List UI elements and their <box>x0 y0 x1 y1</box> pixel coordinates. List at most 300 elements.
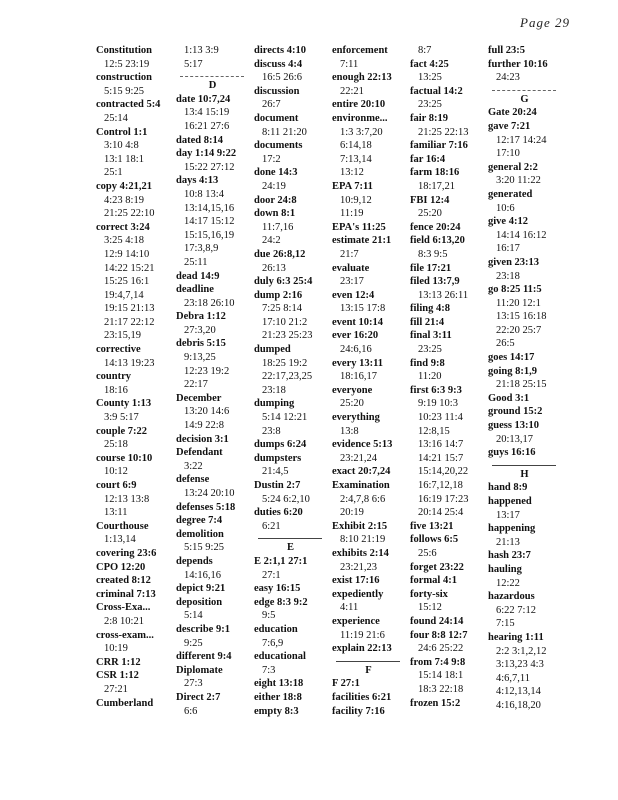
index-term: different 9:4 <box>176 651 232 663</box>
index-term: EPA 7:11 <box>332 180 373 192</box>
page-line-refs: 15:14 18:1 <box>418 670 464 682</box>
page-line-refs: 14:16,16 <box>184 569 222 581</box>
page-line-refs: 3:20 11:22 <box>496 175 541 187</box>
page-line-refs: 19:15 21:13 <box>104 303 155 315</box>
index-term: hash 23:7 <box>488 550 531 562</box>
index-term: final 3:11 <box>410 330 452 342</box>
index-term: familiar 7:16 <box>410 140 468 152</box>
page-line-refs: 14:22 15:21 <box>104 262 155 274</box>
page-line-refs: 17:2 <box>262 153 281 165</box>
page-line-refs: 21:4,5 <box>262 466 289 478</box>
page-line-refs: 23:18 <box>496 270 520 282</box>
page-line-refs: 10:19 <box>104 643 128 655</box>
page-line-refs: 6:6 <box>184 705 198 717</box>
page-line-refs: 16:19 17:23 <box>418 493 469 505</box>
index-term: depends <box>176 555 213 567</box>
page-line-refs: 10:6 <box>496 202 515 214</box>
index-term: fact 4:25 <box>410 58 449 70</box>
index-term: days 4:13 <box>176 175 219 187</box>
page-line-refs: 5:15 9:25 <box>104 85 144 97</box>
page-line-refs: 26:7 <box>262 99 281 111</box>
page-line-refs: 13:13 26:11 <box>418 289 469 301</box>
index-term: duties 6:20 <box>254 507 303 519</box>
index-term: enforcement <box>332 45 388 56</box>
index-term: explain 22:13 <box>332 643 392 655</box>
page-line-refs: 24:2 <box>262 235 281 247</box>
index-term: Direct 2:7 <box>176 691 221 703</box>
page-line-refs: 16:21 27:6 <box>184 120 230 132</box>
page-line-refs: 18:3 22:18 <box>418 683 464 695</box>
index-term: gave 7:21 <box>488 120 531 132</box>
page-line-refs: 23:15,19 <box>104 330 142 342</box>
index-column <box>488 44 561 734</box>
page-line-refs: 27:21 <box>104 683 128 695</box>
page-line-refs: 3:9 5:17 <box>104 412 139 424</box>
index-term: court 6:9 <box>96 480 137 491</box>
index-term: discussion <box>254 85 300 97</box>
index-term: frozen 15:2 <box>410 697 461 709</box>
page-line-refs: 22:20 25:7 <box>496 324 542 336</box>
page-line-refs: 13:16 14:7 <box>418 439 464 451</box>
page-line-refs: 25:20 <box>340 398 364 410</box>
page-line-refs: 9:5 <box>262 610 276 622</box>
index-term: edge 8:3 9:2 <box>254 596 308 608</box>
index-term: exact 20:7,24 <box>332 466 391 478</box>
page-line-refs: 4:11 <box>340 602 359 614</box>
index-term: dumps 6:24 <box>254 439 307 451</box>
page-line-refs: 6:21 <box>262 520 281 532</box>
page-line-refs: 25:14 <box>104 112 128 124</box>
index-term: fill 21:4 <box>410 316 445 328</box>
page-line-refs: 15:22 27:12 <box>184 161 235 173</box>
page-line-refs: 13:20 14:6 <box>184 406 230 418</box>
page-line-refs: 11:20 12:1 <box>496 297 541 309</box>
page-line-refs: 17:10 <box>496 148 520 160</box>
page-line-refs: 3:13,23 4:3 <box>496 659 544 671</box>
index-term: copy 4:21,21 <box>96 180 152 192</box>
page-line-refs: 7:11 <box>340 58 359 70</box>
index-term: fair 8:19 <box>410 112 449 124</box>
index-term: given 23:13 <box>488 256 540 268</box>
page-line-refs: 23:18 26:10 <box>184 297 235 309</box>
word-index <box>96 44 548 734</box>
index-term: ever 16:20 <box>332 330 379 342</box>
index-term: filing 4:8 <box>410 303 450 315</box>
page-line-refs: 9:13,25 <box>184 352 216 364</box>
page-line-refs: 23:21,24 <box>340 452 378 464</box>
page-line-refs: 13:4 15:19 <box>184 107 230 119</box>
page-line-refs: 10:12 <box>104 466 128 478</box>
index-term: expediently <box>332 588 384 600</box>
index-term: guys 16:16 <box>488 447 536 459</box>
page-line-refs: 16:17 <box>496 243 520 255</box>
page-line-refs: 18:16 <box>104 384 128 396</box>
page-line-refs: 13:15 16:18 <box>496 311 547 323</box>
index-term: hauling <box>488 563 522 575</box>
page-line-refs: 10:23 11:4 <box>418 412 463 424</box>
index-term: exhibits 2:14 <box>332 547 389 559</box>
page-line-refs: 14:9 22:8 <box>184 420 224 432</box>
index-term: facilities 6:21 <box>332 691 392 703</box>
index-term: four 8:8 12:7 <box>410 629 468 641</box>
index-term: couple 7:22 <box>96 425 148 437</box>
index-term: farm 18:16 <box>410 167 460 179</box>
index-term: Examination <box>332 480 390 491</box>
index-term: enough 22:13 <box>332 72 392 84</box>
page-line-refs: 13:15 17:8 <box>340 303 386 315</box>
index-term: Gate 20:24 <box>488 107 537 119</box>
section-letter: G <box>520 93 529 105</box>
index-term: happened <box>488 496 532 507</box>
index-term: duly 6:3 25:4 <box>254 276 313 288</box>
page-line-refs: 13:24 20:10 <box>184 488 235 499</box>
index-term: contracted 5:4 <box>96 99 161 111</box>
index-term: Exhibit 2:15 <box>332 520 388 532</box>
section-divider <box>258 538 322 539</box>
page-line-refs: 21:17 22:12 <box>104 316 155 328</box>
page-line-refs: 21:25 22:13 <box>418 126 469 138</box>
page-line-refs: 15:15,16,19 <box>184 229 235 241</box>
page-line-refs: 11:20 <box>418 371 442 383</box>
index-term: Constitution <box>96 45 153 56</box>
index-term: file 17:21 <box>410 262 452 274</box>
index-term: field 6:13,20 <box>410 235 465 247</box>
section-letter: F <box>365 664 372 676</box>
index-term: eight 13:18 <box>254 678 304 690</box>
page-line-refs: 12:22 <box>496 577 520 589</box>
page-line-refs: 5:14 <box>184 610 203 622</box>
index-column <box>410 44 483 734</box>
page-line-refs: 9:19 10:3 <box>418 398 458 410</box>
page-line-refs: 21:7 <box>340 248 359 260</box>
index-term: formal 4:1 <box>410 575 457 587</box>
page-line-refs: 13:14,15,16 <box>184 202 235 214</box>
page-line-refs: 27:3,20 <box>184 324 216 336</box>
index-term: demolition <box>176 528 224 540</box>
index-term: give 4:12 <box>488 216 528 228</box>
index-term: from 7:4 9:8 <box>410 656 466 668</box>
page-line-refs: 13:8 <box>340 425 359 437</box>
section-divider <box>336 661 400 662</box>
index-term: Diplomate <box>176 664 223 676</box>
index-term: construction <box>96 72 152 84</box>
index-term: ground 15:2 <box>488 406 543 418</box>
index-column <box>332 44 405 734</box>
index-term: go 8:25 11:5 <box>488 284 542 296</box>
index-term: everyone <box>332 384 373 396</box>
index-term: Cross-Exa... <box>96 602 151 614</box>
page-line-refs: 7:6,9 <box>262 637 284 649</box>
index-term: Dustin 2:7 <box>254 480 301 491</box>
index-term: F 27:1 <box>332 678 360 690</box>
page-line-refs: 7:13,14 <box>340 153 372 165</box>
index-term: every 13:11 <box>332 357 384 369</box>
index-term: deposition <box>176 596 223 608</box>
page-line-refs: 1:13 3:9 <box>184 45 219 56</box>
page-line-refs: 5:15 9:25 <box>184 542 224 554</box>
page-line-refs: 6:22 7:12 <box>496 604 536 616</box>
index-term: date 10:7,24 <box>176 93 231 105</box>
index-term: course 10:10 <box>96 452 153 464</box>
index-term: facility 7:16 <box>332 705 385 717</box>
page-line-refs: 27:1 <box>262 569 281 581</box>
index-term: found 24:14 <box>410 615 464 627</box>
page-line-refs: 8:3 9:5 <box>418 248 448 260</box>
page-line-refs: 12:9 14:10 <box>104 248 150 260</box>
index-term: evaluate <box>332 262 370 274</box>
index-term: degree 7:4 <box>176 515 223 527</box>
page-line-refs: 3:22 <box>184 460 203 472</box>
page-line-refs: 2:4,7,8 6:6 <box>340 493 386 505</box>
index-term: CRR 1:12 <box>96 656 141 668</box>
index-term: education <box>254 623 298 635</box>
index-term: entire 20:10 <box>332 99 386 111</box>
index-term: factual 14:2 <box>410 85 463 97</box>
page-line-refs: 5:24 6:2,10 <box>262 493 310 505</box>
index-term: covering 23:6 <box>96 547 157 559</box>
page-line-refs: 14:21 15:7 <box>418 452 464 464</box>
page-line-refs: 23:18 <box>262 384 286 396</box>
index-column <box>176 44 249 734</box>
index-term: Courthouse <box>96 520 149 532</box>
page-line-refs: 5:14 12:21 <box>262 412 308 424</box>
page-line-refs: 20:19 <box>340 507 364 519</box>
section-divider <box>492 90 556 91</box>
page-line-refs: 12:5 23:19 <box>104 58 150 70</box>
page-line-refs: 13:12 <box>340 167 364 179</box>
page-line-refs: 4:6,7,11 <box>496 672 531 684</box>
index-term: hand 8:9 <box>488 482 528 494</box>
page-line-refs: 15:14,20,22 <box>418 466 469 478</box>
index-term: happening <box>488 523 536 535</box>
page-line-refs: 24:23 <box>496 72 520 84</box>
index-term: experience <box>332 615 380 627</box>
page-line-refs: 4:23 8:19 <box>104 194 144 206</box>
index-term: environme... <box>332 112 388 124</box>
index-term: five 13:21 <box>410 520 454 532</box>
page-line-refs: 13:25 <box>418 72 442 84</box>
page-line-refs: 13:1 18:1 <box>104 153 144 165</box>
index-term: further 10:16 <box>488 58 548 70</box>
page-line-refs: 20:14 25:4 <box>418 507 464 519</box>
index-term: describe 9:1 <box>176 623 230 635</box>
page-line-refs: 23:21,23 <box>340 561 378 573</box>
index-column <box>254 44 327 734</box>
page-line-refs: 12:23 19:2 <box>184 365 230 377</box>
index-term: discuss 4:4 <box>254 58 303 70</box>
index-term: cross-exam... <box>96 629 154 641</box>
index-term: FBI 12:4 <box>410 194 450 206</box>
index-term: criminal 7:13 <box>96 588 156 600</box>
index-term: defenses 5:18 <box>176 501 236 513</box>
page-line-refs: 25:20 <box>418 208 442 220</box>
index-term: either 18:8 <box>254 691 302 703</box>
index-term: even 12:4 <box>332 289 375 301</box>
index-term: easy 16:15 <box>254 583 301 595</box>
section-letter: H <box>520 468 529 480</box>
index-term: debris 5:15 <box>176 338 226 350</box>
index-term: fence 20:24 <box>410 221 461 233</box>
page-line-refs: 8:7 <box>418 45 432 56</box>
page-line-refs: 24:6,16 <box>340 344 372 356</box>
index-term: empty 8:3 <box>254 705 299 717</box>
page-line-refs: 7:15 <box>496 618 515 630</box>
page-line-refs: 8:10 21:19 <box>340 534 386 546</box>
index-term: created 8:12 <box>96 575 151 587</box>
index-term: hazardous <box>488 591 535 603</box>
index-term: directs 4:10 <box>254 45 307 56</box>
page-line-refs: 25:11 <box>184 256 208 268</box>
index-term: Defendant <box>176 447 223 459</box>
index-term: dumped <box>254 344 291 356</box>
index-term: documents <box>254 140 303 152</box>
page-line-refs: 16:5 26:6 <box>262 72 302 84</box>
page-line-refs: 24:19 <box>262 180 286 192</box>
index-term: door 24:8 <box>254 194 297 206</box>
index-term: everything <box>332 412 380 424</box>
page-line-refs: 23:25 <box>418 99 442 111</box>
page-line-refs: 10:9,12 <box>340 194 372 206</box>
index-term: decision 3:1 <box>176 433 229 445</box>
index-term: Cumberland <box>96 697 154 709</box>
page-line-refs: 13:17 <box>496 509 520 521</box>
index-term: deadline <box>176 284 214 296</box>
index-term: Control 1:1 <box>96 126 148 138</box>
page-line-refs: 7:25 8:14 <box>262 303 302 315</box>
index-column <box>96 44 169 734</box>
index-term: done 14:3 <box>254 167 298 179</box>
index-term: educational <box>254 651 306 663</box>
index-term: dumpsters <box>254 452 302 464</box>
index-term: day 1:14 9:22 <box>176 148 237 160</box>
page-line-refs: 12:8,15 <box>418 425 450 437</box>
page-line-refs: 11:19 21:6 <box>340 629 385 641</box>
page-line-refs: 3:25 4:18 <box>104 235 144 247</box>
page-line-refs: 15:25 16:1 <box>104 276 150 288</box>
page-line-refs: 23:25 <box>418 344 442 356</box>
page-line-refs: 22:21 <box>340 85 364 97</box>
page-line-refs: 7:3 <box>262 664 276 676</box>
page-line-refs: 3:10 4:8 <box>104 140 139 152</box>
page-line-refs: 14:17 15:12 <box>184 216 235 228</box>
page-line-refs: 25:6 <box>418 547 437 559</box>
section-letter: D <box>208 80 217 92</box>
page-line-refs: 11:7,16 <box>262 221 294 233</box>
index-term: full 23:5 <box>488 45 526 56</box>
page-line-refs: 21:18 25:15 <box>496 379 547 391</box>
index-term: general 2:2 <box>488 161 538 173</box>
page-line-refs: 26:5 <box>496 338 515 350</box>
page-line-refs: 18:25 19:2 <box>262 357 308 369</box>
page-line-refs: 9:25 <box>184 637 203 649</box>
page-line-refs: 17:10 21:2 <box>262 316 308 328</box>
index-term: evidence 5:13 <box>332 439 393 451</box>
index-term: forty-six <box>410 588 448 600</box>
section-divider <box>180 76 244 77</box>
page-line-refs: 22:17,23,25 <box>262 371 313 383</box>
page-line-refs: 2:2 3:1,2,12 <box>496 645 547 657</box>
index-term: generated <box>488 188 533 200</box>
index-term: hearing 1:11 <box>488 631 544 643</box>
page-line-refs: 5:17 <box>184 58 203 70</box>
page-line-refs: 2:8 10:21 <box>104 615 144 627</box>
index-term: follows 6:5 <box>410 534 459 546</box>
index-term: defense <box>176 474 210 486</box>
index-term: first 6:3 9:3 <box>410 384 462 396</box>
index-term: dead 14:9 <box>176 270 220 282</box>
page-line-refs: 1:3 3:7,20 <box>340 126 383 138</box>
index-term: EPA's 11:25 <box>332 221 386 233</box>
page-line-refs: 14:14 16:12 <box>496 229 547 241</box>
page-line-refs: 24:6 25:22 <box>418 643 464 655</box>
index-term: Debra 1:12 <box>176 311 226 323</box>
page-line-refs: 23:17 <box>340 276 364 288</box>
page-line-refs: 22:17 <box>184 379 208 391</box>
section-divider <box>492 465 556 466</box>
index-term: CPO 12:20 <box>96 561 146 573</box>
index-term: December <box>176 392 222 404</box>
page-line-refs: 4:16,18,20 <box>496 699 541 711</box>
page-line-refs: 21:25 22:10 <box>104 208 155 220</box>
page-line-refs: 14:13 19:23 <box>104 357 155 369</box>
index-term: dump 2:16 <box>254 289 303 301</box>
page-line-refs: 16:7,12,18 <box>418 480 463 491</box>
page-line-refs: 6:14,18 <box>340 140 372 152</box>
page-line-refs: 13:11 <box>104 507 128 519</box>
page-line-refs: 23:8 <box>262 425 281 437</box>
index-term: County 1:13 <box>96 398 152 410</box>
page-line-refs: 18:17,21 <box>418 180 456 192</box>
index-term: going 8:1,9 <box>488 365 538 377</box>
index-term: document <box>254 112 299 124</box>
section-letter: E <box>286 542 294 554</box>
index-term: down 8:1 <box>254 208 296 220</box>
page-line-refs: 18:16,17 <box>340 371 378 383</box>
page-line-refs: 11:19 <box>340 208 364 220</box>
index-term: estimate 21:1 <box>332 235 392 247</box>
index-term: due 26:8,12 <box>254 248 306 260</box>
index-term: corrective <box>96 344 141 356</box>
index-term: CSR 1:12 <box>96 670 139 682</box>
page-line-refs: 19:4,7,14 <box>104 289 144 301</box>
page-number: Page 29 <box>520 15 570 30</box>
index-term: guess 13:10 <box>488 420 540 432</box>
page-line-refs: 12:13 13:8 <box>104 493 150 505</box>
index-term: dumping <box>254 398 295 410</box>
page-line-refs: 25:1 <box>104 167 123 179</box>
index-term: Good 3:1 <box>488 392 530 404</box>
page-line-refs: 10:8 13:4 <box>184 188 224 200</box>
page-line-refs: 20:13,17 <box>496 433 534 445</box>
index-term: E 2:1,1 27:1 <box>254 555 308 567</box>
index-term: event 10:14 <box>332 316 384 328</box>
index-term: correct 3:24 <box>96 221 150 233</box>
index-term: far 16:4 <box>410 153 446 165</box>
index-term: forget 23:22 <box>410 561 464 573</box>
index-term: depict 9:21 <box>176 583 226 595</box>
page-line-refs: 4:12,13,14 <box>496 686 541 698</box>
index-term: goes 14:17 <box>488 352 535 364</box>
page-line-refs: 17:3,8,9 <box>184 243 219 255</box>
index-term: country <box>96 371 131 383</box>
page-line-refs: 8:11 21:20 <box>262 126 307 138</box>
index-term: dated 8:14 <box>176 134 223 146</box>
index-term: exist 17:16 <box>332 575 380 587</box>
index-term: find 9:8 <box>410 357 445 369</box>
page-line-refs: 27:3 <box>184 678 203 690</box>
page-line-refs: 25:18 <box>104 439 128 451</box>
index-term: filed 13:7,9 <box>410 276 460 288</box>
